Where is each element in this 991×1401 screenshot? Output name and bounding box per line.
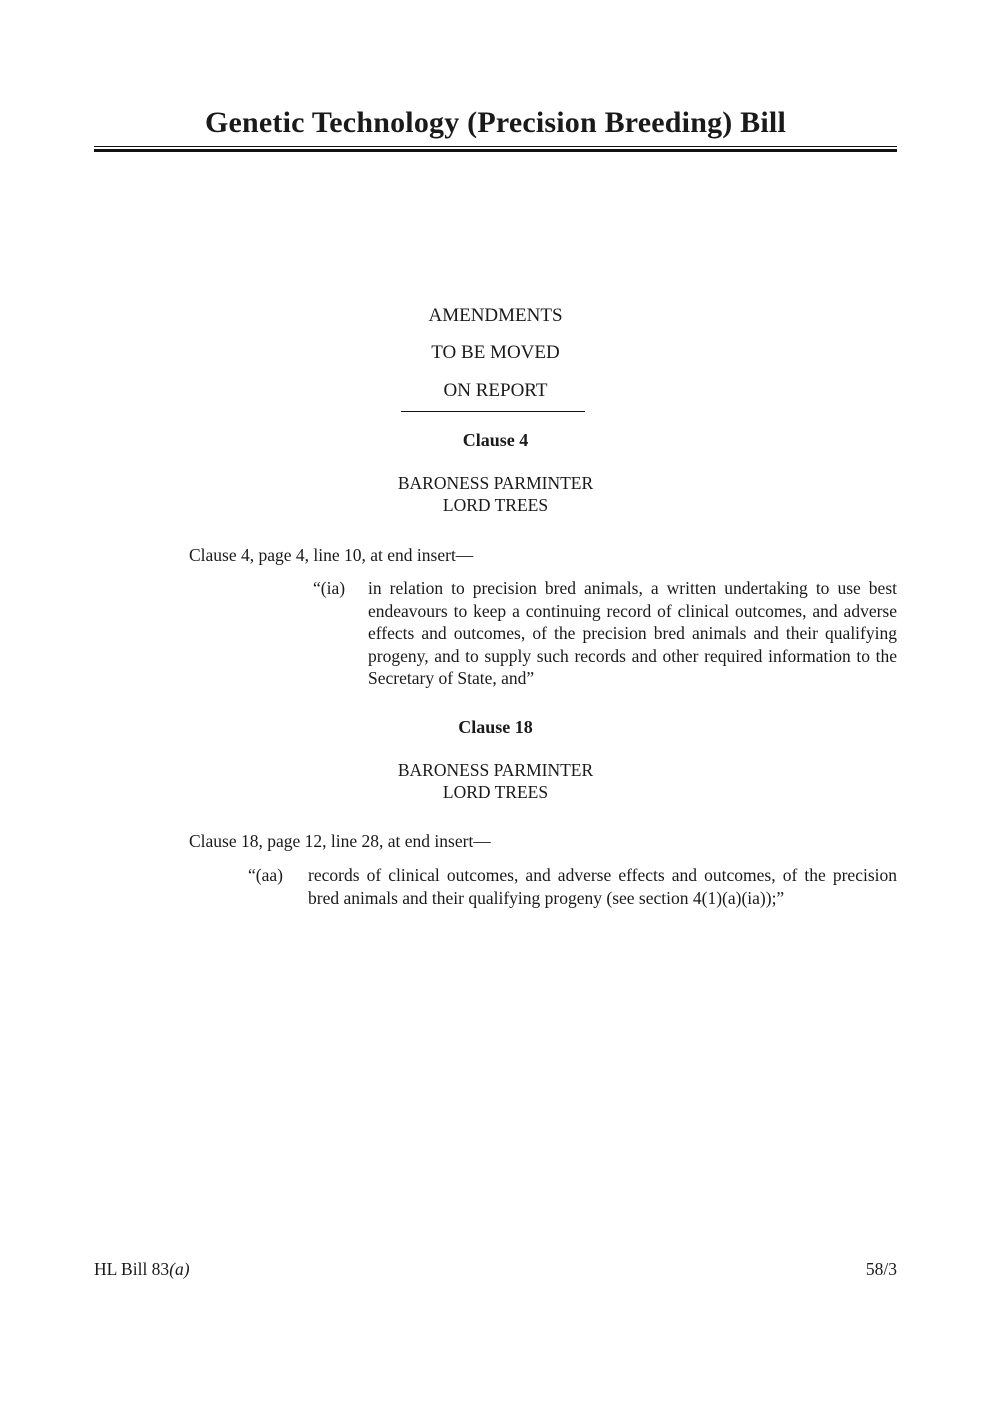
amendment-instruction: Clause 4, page 4, line 10, at end insert— bbox=[189, 545, 474, 565]
amendment-label: “(ia) bbox=[313, 578, 346, 598]
clause-heading: Clause 4 bbox=[462, 430, 529, 450]
sponsor-name: LORD TREES bbox=[442, 495, 549, 515]
heading-rule bbox=[401, 411, 585, 412]
heading-line-1: AMENDMENTS bbox=[428, 305, 563, 326]
title-rule-thick bbox=[94, 149, 897, 152]
sponsor-name: BARONESS PARMINTER bbox=[397, 760, 594, 780]
clause-heading: Clause 18 bbox=[458, 717, 533, 737]
sponsor-list bbox=[0, 472, 991, 516]
amendment-instruction: Clause 18, page 12, line 28, at end insert— bbox=[189, 831, 491, 851]
sponsor-name: BARONESS PARMINTER bbox=[397, 473, 594, 493]
title-rule-thin bbox=[94, 146, 897, 147]
footer-bill-reference bbox=[94, 1259, 190, 1280]
sponsor-list bbox=[0, 759, 991, 803]
bill-reference: HL Bill 83 bbox=[94, 1259, 170, 1279]
footer-page-reference: 58/3 bbox=[865, 1259, 897, 1279]
bill-suffix: (a) bbox=[169, 1259, 190, 1279]
bill-title: Genetic Technology (Precision Breeding) Bill bbox=[204, 106, 786, 139]
sponsor-name: LORD TREES bbox=[442, 782, 549, 802]
amendment-label: “(aa) bbox=[248, 865, 283, 885]
amendment-text: records of clinical outcomes, and adverse effects and outcomes, of the precision bred animals and their qualifying progeny (see section 4(1)(a)(ia));” bbox=[308, 865, 897, 908]
amendment-text: in relation to precision bred animals, a written undertaking to use best endeavours to keep a continuing record of clinical outcomes, and adverse effects and outcomes, of the precision bred animals and their qualifying progeny, and to supply such records and other required information to the Secretary of State, and” bbox=[368, 578, 897, 688]
heading-line-3: ON REPORT bbox=[443, 380, 548, 401]
heading-line-2: TO BE MOVED bbox=[431, 342, 560, 363]
